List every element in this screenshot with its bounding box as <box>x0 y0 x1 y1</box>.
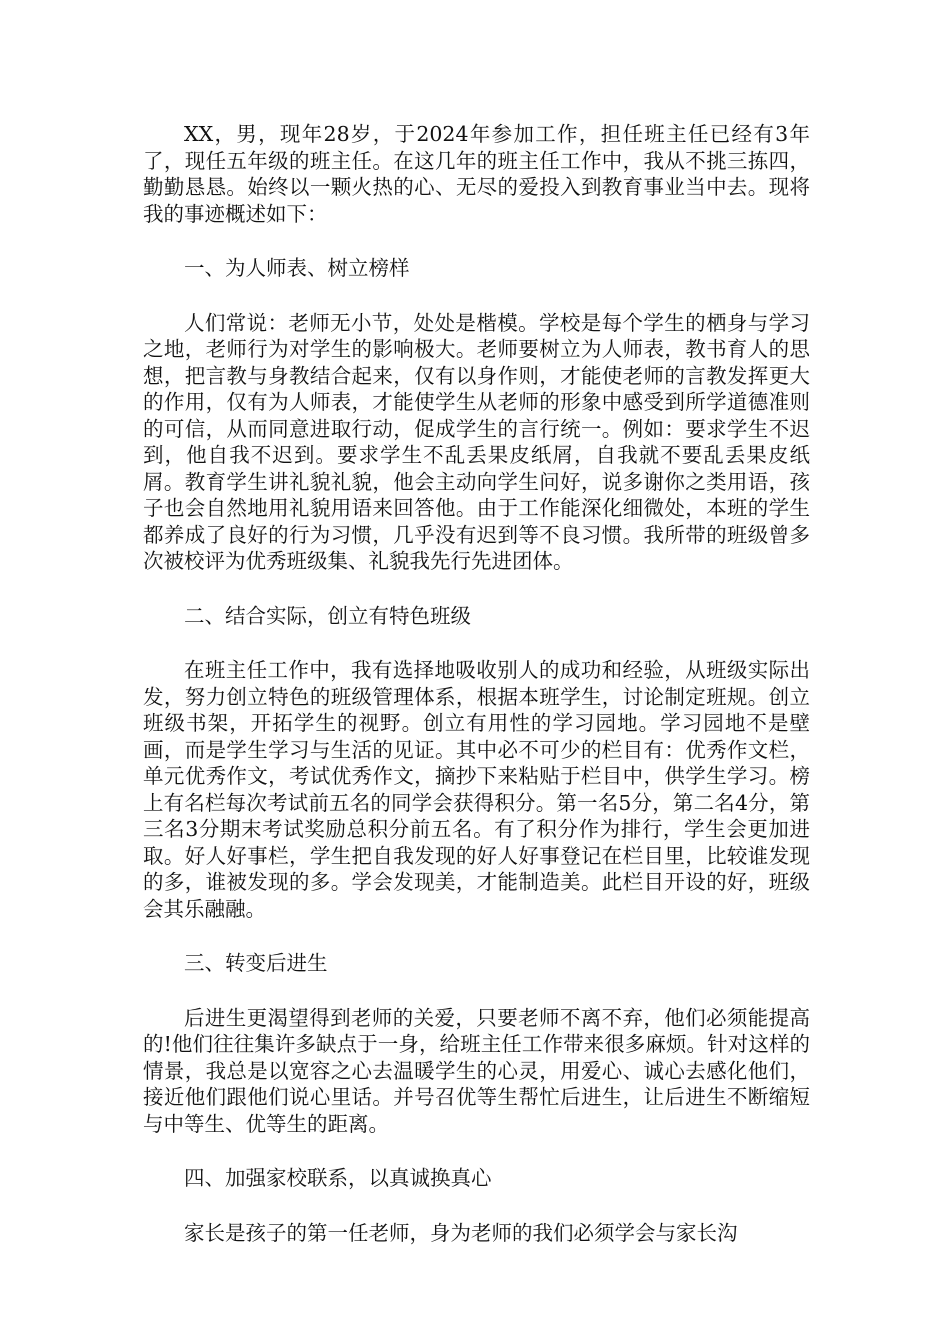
section-body-1: 人们常说：老师无小节，处处是楷模。学校是每个学生的栖身与学习之地，老师行为对学生的影响极大。老师要树立为人师表，教书育人的思想，把言教与身教结合起来，仅有以身作则，才能使老师的言教发挥更大的作用，仅有为人师表，才能使学生从老师的形象中感受到所学道德准则的可信，从而同意进取行动，促成学生的言行统一。例如：要求学生不迟到，他自我不迟到。要求学生不乱丢果皮纸屑，自我就不要乱丢果皮纸屑。教育学生讲礼貌礼貌，他会主动向学生问好，说多谢你之类用语，孩子也会自然地用礼貌用语来回答他。由于工作能深化细微处，本班的学生都养成了良好的行为习惯，几乎没有迟到等不良习惯。我所带的班级曾多次被校评为优秀班级集、礼貌我先行先进团体。 <box>143 310 810 573</box>
paragraph-gap <box>143 1192 810 1220</box>
section-body-4: 家长是孩子的第一任老师，身为老师的我们必须学会与家长沟 <box>184 1220 738 1245</box>
section-heading-3: 三、转变后进生 <box>184 951 328 975</box>
section-heading-1: 一、为人师表、树立榜样 <box>184 256 410 280</box>
paragraph-gap <box>143 977 810 1005</box>
document-page <box>143 121 810 1246</box>
paragraph-gap <box>143 922 810 950</box>
section-body-2: 在班主任工作中，我有选择地吸收别人的成功和经验，从班级实际出发，努力创立特色的班级管理体系，根据本班学生，讨论制定班规。创立班级书架，开拓学生的视野。创立有用性的学习园地。学习园地不是壁画，而是学生学习与生活的见证。其中必不可少的栏目有：优秀作文栏，单元优秀作文，考试优秀作文，摘抄下来粘贴于栏目中，供学生学习。榜上有名栏每次考试前五名的同学会获得积分。第一名5分，第二名4分，第三名3分期末考试奖励总积分前五名。有了积分作为排行，学生会更加进取。好人好事栏，学生把自我发现的好人好事登记在栏目里，比较谁发现的多，谁被发现的多。学会发现美，才能制造美。此栏目开设的好，班级会其乐融融。 <box>143 658 810 921</box>
paragraph-gap <box>143 629 810 657</box>
section-heading-4: 四、加强家校联系，以真诚换真心 <box>184 1166 492 1190</box>
paragraph-gap <box>143 1137 810 1165</box>
paragraph-gap <box>143 227 810 255</box>
intro-paragraph: XX，男，现年28岁，于2024年参加工作，担任班主任已经有3年了，现任五年级的班主任。在这几年的班主任工作中，我从不挑三拣四，勤勤恳恳。始终以一颗火热的心、无尽的爱投入到教育事业当中去。现将我的事迹概述如下： <box>143 122 810 226</box>
paragraph-gap <box>143 575 810 603</box>
section-heading-2: 二、结合实际，创立有特色班级 <box>184 603 471 628</box>
section-body-3: 后进生更渴望得到老师的关爱，只要老师不离不弃，他们必须能提高的!他们往往集许多缺点于一身，给班主任工作带来很多麻烦。针对这样的情景，我总是以宽容之心去温暖学生的心灵，用爱心、诚心去感化他们，接近他们跟他们说心里话。并号召优等生帮忙后进生，让后进生不断缩短与中等生、优等生的距离。 <box>143 1005 810 1136</box>
paragraph-gap <box>143 282 810 310</box>
